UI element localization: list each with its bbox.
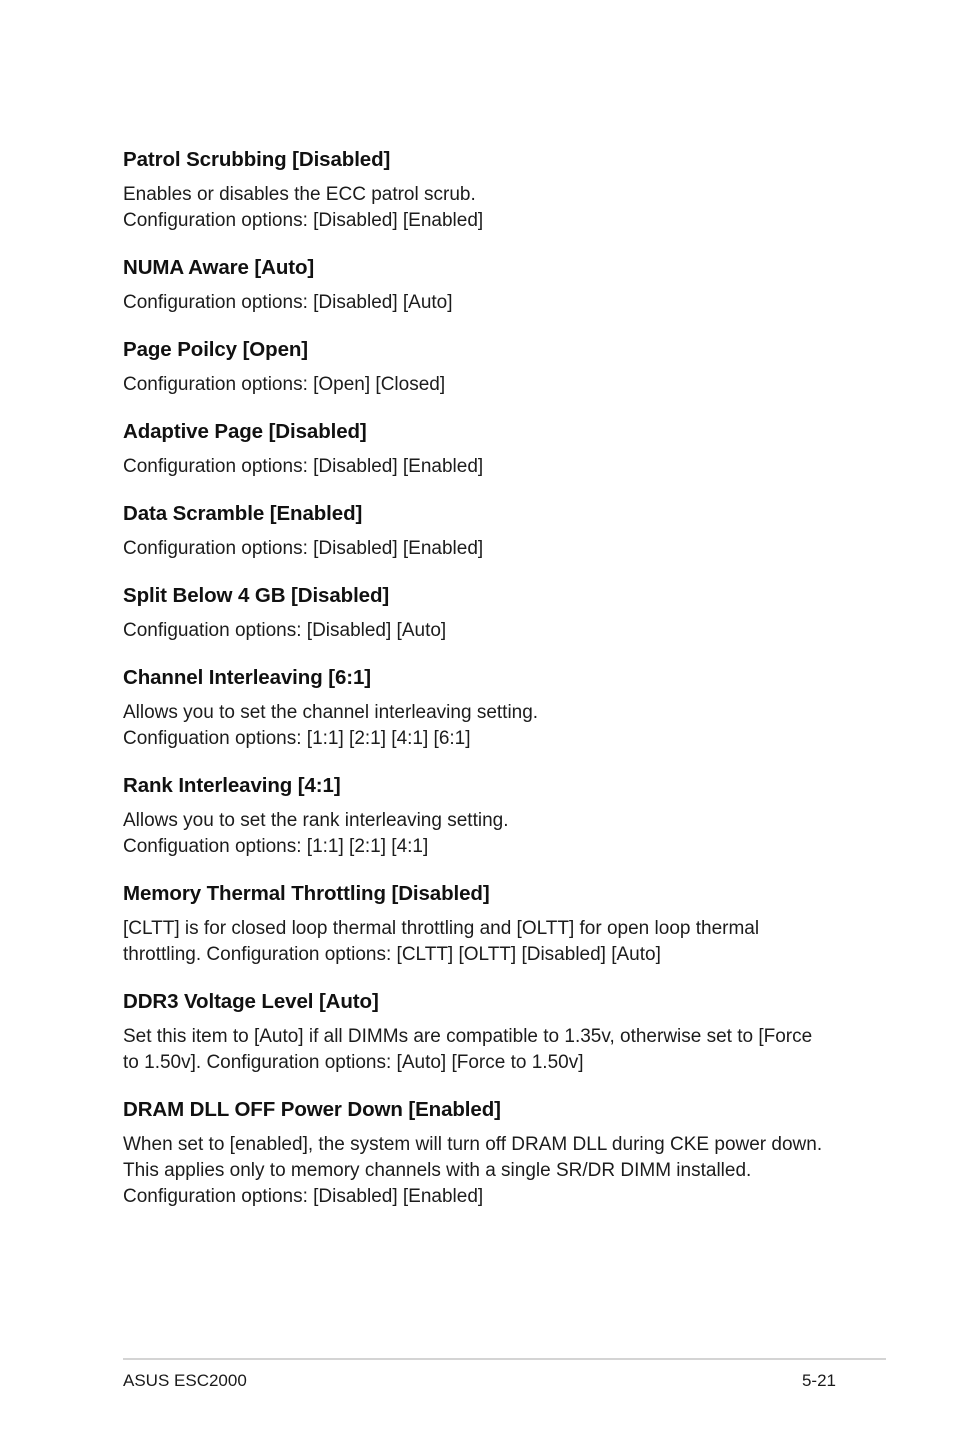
section-text-line: Configuration options: [Open] [Closed] bbox=[123, 374, 446, 395]
section-heading: Data Scramble [Enabled] bbox=[123, 502, 363, 525]
footer-divider bbox=[123, 1358, 886, 1360]
section-ddr3-voltage-level bbox=[123, 988, 863, 1076]
section-heading: Split Below 4 GB [Disabled] bbox=[123, 584, 390, 607]
section-text-line: Configuation options: [Disabled] [Auto] bbox=[123, 620, 447, 641]
section-data-scramble bbox=[123, 500, 863, 562]
section-text-line: Configuation options: [1:1] [2:1] [4:1] bbox=[123, 836, 429, 857]
section-channel-interleaving bbox=[123, 664, 863, 752]
section-patrol-scrubbing bbox=[123, 146, 863, 234]
section-numa-aware bbox=[123, 254, 863, 316]
section-adaptive-page bbox=[123, 418, 863, 480]
section-dram-dll-off-power-down bbox=[123, 1096, 863, 1210]
section-text-line: to 1.50v]. Configuration options: [Auto] [Force to 1.50v] bbox=[123, 1052, 584, 1073]
section-split-below-4gb bbox=[123, 582, 863, 644]
section-heading: Channel Interleaving [6:1] bbox=[123, 666, 372, 689]
section-text-line: Allows you to set the rank interleaving setting. bbox=[123, 810, 509, 831]
section-heading: NUMA Aware [Auto] bbox=[123, 256, 315, 279]
section-text-line: throttling. Configuration options: [CLTT] [OLTT] [Disabled] [Auto] bbox=[123, 944, 661, 965]
section-text-line: Configuration options: [Disabled] [Enabled] bbox=[123, 538, 484, 559]
section-text-line: Enables or disables the ECC patrol scrub. bbox=[123, 184, 476, 205]
section-text-line: This applies only to memory channels with a single SR/DR DIMM installed. bbox=[123, 1160, 752, 1181]
section-text-line: Configuration options: [Disabled] [Enabled] bbox=[123, 456, 484, 477]
section-heading: Patrol Scrubbing [Disabled] bbox=[123, 148, 391, 171]
section-heading: DRAM DLL OFF Power Down [Enabled] bbox=[123, 1098, 501, 1121]
footer-product-name: ASUS ESC2000 bbox=[123, 1371, 247, 1390]
section-text-line: [CLTT] is for closed loop thermal throttling and [OLTT] for open loop thermal bbox=[123, 918, 760, 939]
section-heading: Adaptive Page [Disabled] bbox=[123, 420, 367, 443]
section-text-line: Allows you to set the channel interleaving setting. bbox=[123, 702, 539, 723]
content-area bbox=[123, 146, 863, 1230]
section-text-line: Configuration options: [Disabled] [Auto] bbox=[123, 292, 453, 313]
section-text-line: Configuration options: [Disabled] [Enabled] bbox=[123, 1186, 484, 1207]
section-heading: DDR3 Voltage Level [Auto] bbox=[123, 990, 379, 1013]
section-memory-thermal-throttling bbox=[123, 880, 863, 968]
section-text-line: Set this item to [Auto] if all DIMMs are compatible to 1.35v, otherwise set to [Force bbox=[123, 1026, 813, 1047]
footer-page-number: 5-21 bbox=[801, 1371, 836, 1390]
section-text-line: Configuation options: [1:1] [2:1] [4:1] [6:1] bbox=[123, 728, 471, 749]
section-heading: Memory Thermal Throttling [Disabled] bbox=[123, 882, 490, 905]
section-text-line: When set to [enabled], the system will turn off DRAM DLL during CKE power down. bbox=[123, 1134, 823, 1155]
section-heading: Rank Interleaving [4:1] bbox=[123, 774, 341, 797]
section-rank-interleaving bbox=[123, 772, 863, 860]
section-text-line: Configuration options: [Disabled] [Enabled] bbox=[123, 210, 484, 231]
section-page-policy bbox=[123, 336, 863, 398]
section-heading: Page Poilcy [Open] bbox=[123, 338, 309, 361]
